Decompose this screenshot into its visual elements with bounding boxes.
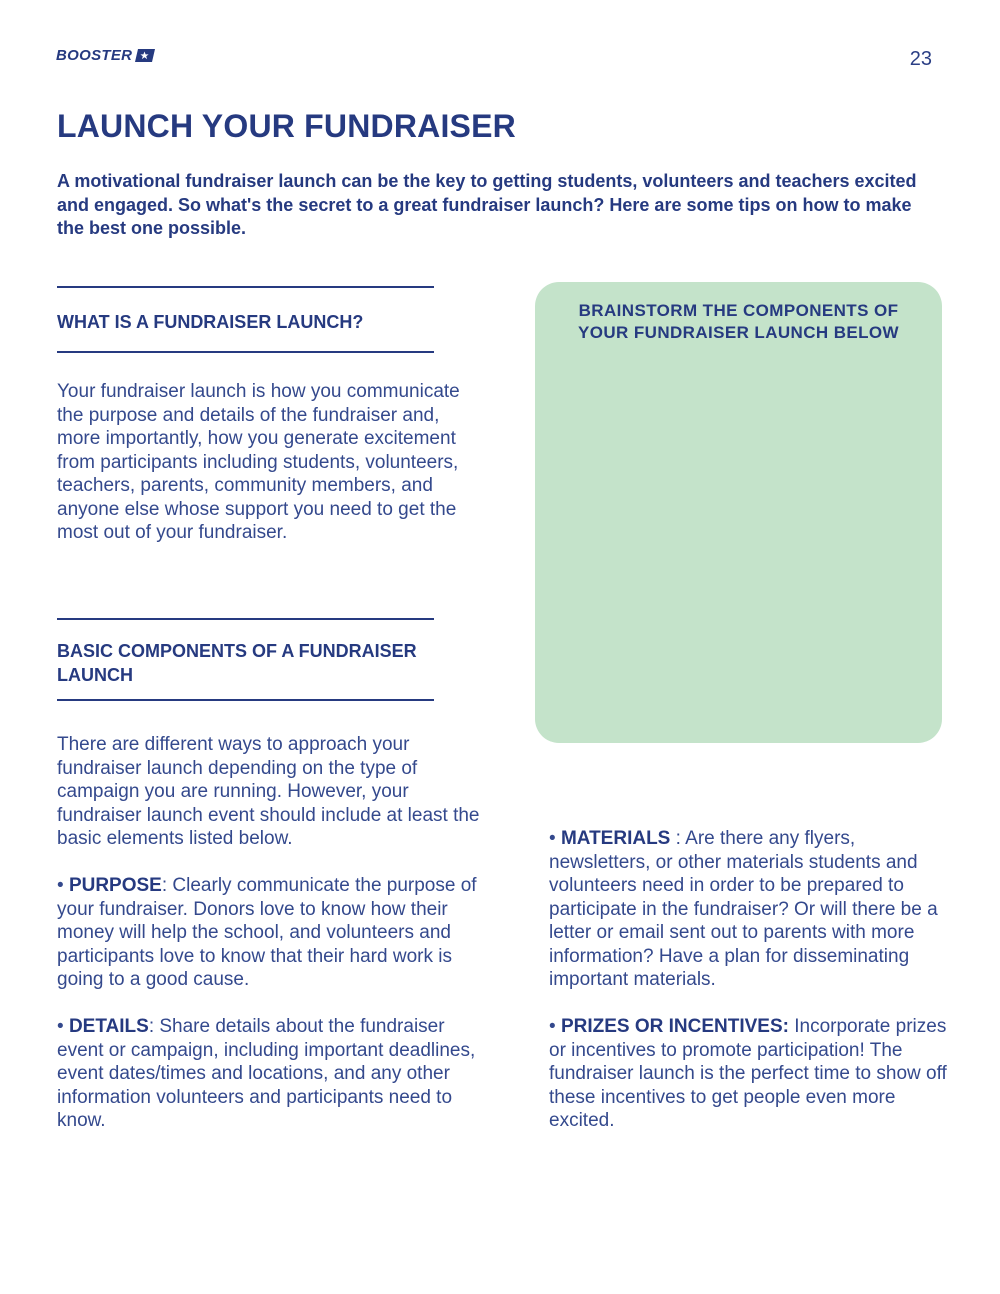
page-number: 23 [909,48,932,70]
bullet-prizes-term: PRIZES OR INCENTIVES: [560,1016,789,1037]
bullet-materials-text: Are there any flyers, newsletters, or other materials students and volunteers need in order to be prepared to participate in the fundraiser? Or will there be a letter or email sent out to parents with more information? Have a plan for disseminating important materials. [549,828,938,990]
booster-logo [56,47,155,64]
what-is-paragraph: Your fundraiser launch is how you communicate the purpose and details of the fundraiser and, more importantly, how you generate excitement from participants including students, volunteers, teachers, parents, community members, and anyone else whose support you need to get the most out of your fundraiser. [57,381,460,543]
right-column-body [549,827,949,1133]
divider [57,351,434,353]
logo-text: BOOSTER [56,47,133,64]
bullet-materials: • MATERIALS : Are there any flyers, newsletters, or other materials students and volunteers need in order to be prepared to participate in the fundraiser? Or will there be a letter or email sent out to parents with more information? Have a plan for disseminating important materials. [549,828,938,990]
intro-paragraph: A motivational fundraiser launch can be the key to getting students, volunteers and teachers excited and engaged. So what's the secret to a great fundraiser launch? Here are some tips on how to make the best one possible. [57,171,917,238]
bullet-details-term: DETAILS [68,1016,149,1037]
bullet-details-text: Share details about the fundraiser event or campaign, including important deadlines, event dates/times and locations, and any other information volunteers and participants need to know. [57,1016,476,1131]
section-heading-what-is: WHAT IS A FUNDRAISER LAUNCH? [57,312,364,332]
divider [57,699,434,701]
bullet-prizes: • PRIZES OR INCENTIVES: Incorporate prizes or incentives to promote participation! The fundraiser launch is the perfect time to show off these incentives to get people even more excited. [549,1016,947,1131]
basic-components-paragraph: There are different ways to approach your fundraiser launch depending on the type of campaign you are running. However, your fundraiser launch event should include at least the basic elements listed below. [57,734,480,849]
divider [57,286,434,288]
left-column-body [57,733,489,1133]
brainstorm-title: BRAINSTORM THE COMPONENTS OF YOUR FUNDRAISER LAUNCH BELOW [578,301,899,342]
bullet-details: • DETAILS: Share details about the fundraiser event or campaign, including important deadlines, event dates/times and locations, and any other information volunteers and participants need to know. [57,1016,476,1131]
bullet-purpose-text: Clearly communicate the purpose of your fundraiser. Donors love to know how their money will help the school, and volunteers and participants love to know that their hard work is going to a good cause. [57,875,477,990]
bullet-prizes-text: Incorporate prizes or incentives to promote participation! The fundraiser launch is the perfect time to show off these incentives to get people even more excited. [549,1016,947,1131]
bullet-purpose-term: PURPOSE [68,875,162,896]
bullet-purpose: • PURPOSE: Clearly communicate the purpose of your fundraiser. Donors love to know how their money will help the school, and volunteers and participants love to know that their hard work is going to a good cause. [57,875,477,990]
section-heading-basic-components: BASIC COMPONENTS OF A FUNDRAISER LAUNCH [57,641,417,685]
section-what-is-body [57,380,487,545]
brainstorm-box[interactable] [535,282,942,743]
logo-star-flag-icon [135,49,155,62]
bullet-materials-term: MATERIALS [560,828,671,849]
divider [57,618,434,620]
page-title: LAUNCH YOUR FUNDRAISER [57,108,516,144]
